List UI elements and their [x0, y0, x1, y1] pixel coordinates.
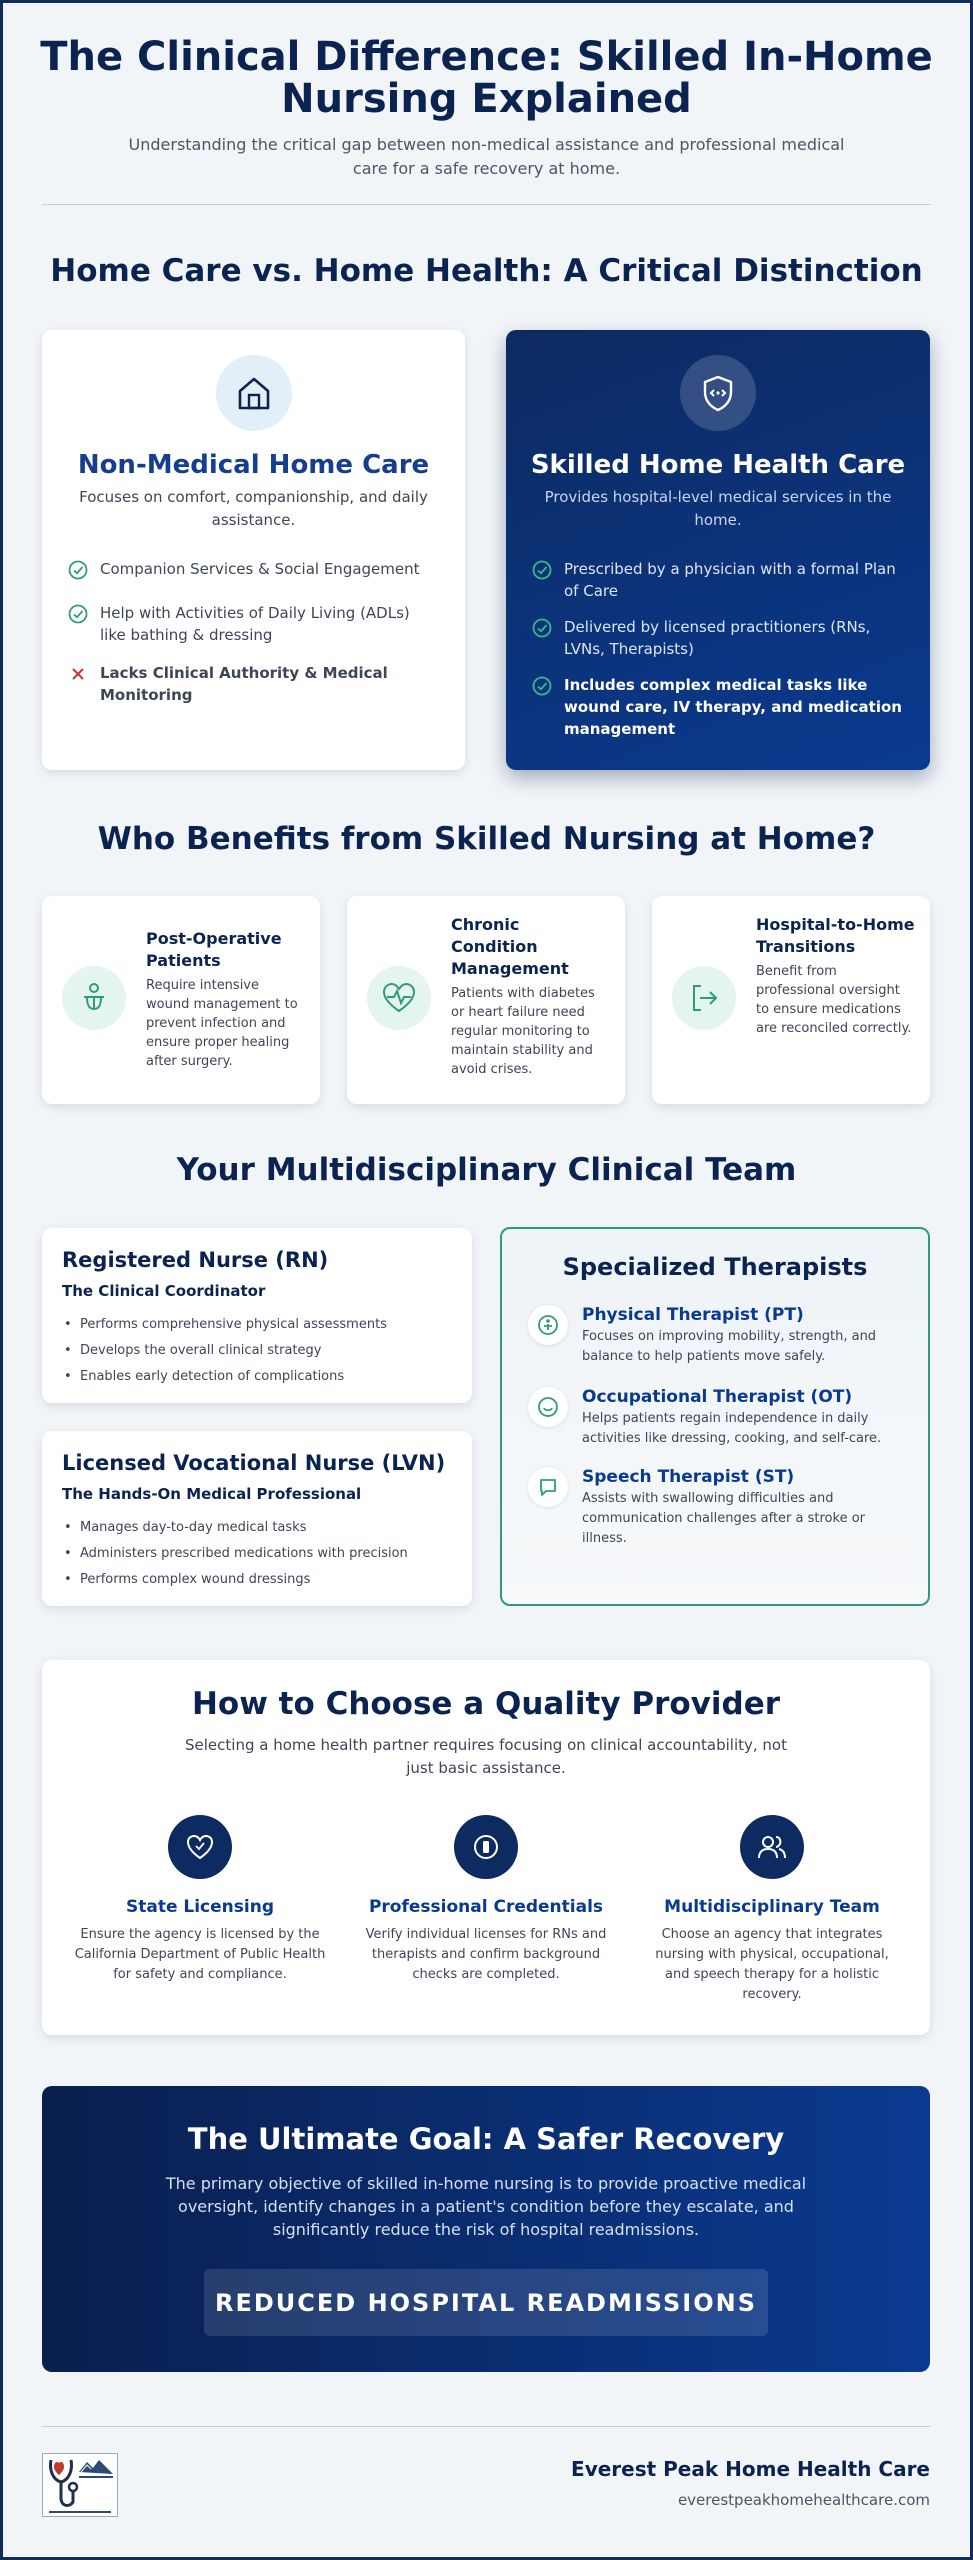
criteria-description: Choose an agency that integrates nursing with physical, occupational, and speech therapy for a holistic recovery.: [655, 1927, 889, 2002]
non-medical-list: [68, 558, 440, 706]
exit-arrow-icon: [672, 966, 736, 1030]
benefit-title: Chronic Condition Management: [451, 915, 569, 978]
non-medical-description: Focuses on comfort, companionship, and daily assistance.: [79, 488, 428, 529]
criteria-description: Ensure the agency is licensed by the California Department of Public Health for safety and compliance.: [74, 1927, 326, 1982]
company-website[interactable]: everestpeakhomehealthcare.com: [677, 2491, 930, 2509]
reduced-readmissions-button[interactable]: REDUCED HOSPITAL READMISSIONS: [204, 2269, 768, 2336]
page-subtitle: Understanding the critical gap between non-medical assistance and professional medical care for a safe recovery at home.: [128, 135, 845, 178]
therapist-description: Assists with swallowing difficulties and communication challenges after a stroke or illness.: [582, 1491, 865, 1546]
mobility-icon: [528, 1305, 568, 1345]
benefit-title: Post-Operative Patients: [146, 929, 282, 970]
therapist-item: [528, 1305, 908, 1367]
skilled-list: [532, 558, 906, 740]
criteria-item: [356, 1815, 616, 1985]
criteria-description: Verify individual licenses for RNs and therapists and confirm background checks are completed.: [365, 1927, 607, 1982]
skilled-item: Prescribed by a physician with a formal Plan of Care: [532, 558, 906, 602]
therapist-description: Focuses on improving mobility, strength, and balance to help patients move safely.: [582, 1329, 877, 1364]
therapist-name: Speech Therapist (ST): [582, 1467, 795, 1487]
speech-bubble-icon: [528, 1467, 568, 1507]
benefits-title: Who Benefits from Skilled Nursing at Home?: [97, 821, 876, 857]
lvn-card: [42, 1431, 472, 1606]
benefit-description: Require intensive wound management to prevent infection and ensure proper healing after surgery.: [146, 978, 298, 1069]
header-divider: [42, 204, 931, 205]
check-icon: [532, 618, 554, 644]
goal-banner: [42, 2086, 930, 2372]
rn-subtitle: The Clinical Coordinator: [62, 1282, 266, 1300]
heart-badge-icon: [168, 1815, 232, 1879]
therapist-name: Physical Therapist (PT): [582, 1305, 804, 1325]
heart-pulse-icon: [367, 966, 431, 1030]
therapist-item: [528, 1467, 908, 1549]
non-medical-card: [42, 330, 465, 770]
non-medical-item: Companion Services & Social Engagement: [68, 558, 440, 586]
skilled-item: Delivered by licensed practitioners (RNs, LVNs, Therapists): [532, 616, 906, 660]
goal-text: The primary objective of skilled in-home nursing is to provide proactive medical oversight, identify changes in a patient's condition before they escalate, and significantly reduce the risk of hospital readmissions.: [165, 2174, 807, 2239]
team-title: Your Multidisciplinary Clinical Team: [176, 1152, 797, 1188]
benefit-card: [652, 896, 930, 1104]
criteria-title: Professional Credentials: [368, 1897, 604, 1917]
benefit-title: Hospital-to-Home Transitions: [756, 915, 915, 956]
therapist-name: Occupational Therapist (OT): [582, 1387, 853, 1407]
check-icon: [68, 604, 90, 630]
lvn-title: Licensed Vocational Nurse (LVN): [62, 1451, 446, 1475]
page-title: The Clinical Difference: Skilled In-Home Nursing Explained: [40, 34, 933, 122]
criteria-title: Multidisciplinary Team: [664, 1897, 880, 1917]
company-logo: [42, 2453, 118, 2517]
skilled-title: Skilled Home Health Care: [530, 450, 906, 480]
benefit-card: [347, 896, 625, 1104]
non-medical-item: Lacks Clinical Authority & Medical Monitoring: [68, 662, 440, 706]
therapists-panel: [500, 1227, 930, 1606]
shield-medical-icon: [680, 355, 756, 431]
credential-badge-icon: [454, 1815, 518, 1879]
home-icon: [216, 355, 292, 431]
criteria-title: State Licensing: [125, 1897, 274, 1917]
goal-title: The Ultimate Goal: A Safer Recovery: [187, 2122, 785, 2156]
lvn-subtitle: The Hands-On Medical Professional: [62, 1485, 362, 1503]
check-icon: [532, 560, 554, 586]
cross-icon: [68, 664, 90, 690]
rn-card: [42, 1228, 472, 1403]
provider-title: How to Choose a Quality Provider: [191, 1686, 781, 1722]
therapists-title: Specialized Therapists: [562, 1253, 868, 1281]
team-people-icon: [740, 1815, 804, 1879]
therapist-item: [528, 1387, 908, 1449]
benefit-description: Benefit from professional oversight to ensure medications are reconciled correctly.: [756, 964, 912, 1036]
list-item: • Administers prescribed medications with precision: [62, 1541, 452, 1567]
criteria-item: [70, 1815, 330, 1985]
skilled-description: Provides hospital-level medical services in the home.: [544, 488, 892, 529]
non-medical-item: Help with Activities of Daily Living (ADLs) like bathing & dressing: [68, 602, 440, 646]
person-bandage-icon: [62, 966, 126, 1030]
provider-subtitle: Selecting a home health partner requires focusing on clinical accountability, not just basic assistance.: [185, 1736, 787, 1777]
benefit-card: [42, 896, 320, 1104]
benefit-description: Patients with diabetes or heart failure need regular monitoring to maintain stability and avoid crises.: [451, 986, 595, 1077]
company-name: Everest Peak Home Health Care: [571, 2457, 930, 2481]
footer-divider: [42, 2426, 931, 2427]
therapist-description: Helps patients regain independence in daily activities like dressing, cooking, and self-care.: [582, 1411, 882, 1446]
skilled-card: [506, 330, 930, 770]
provider-card: [42, 1660, 930, 2035]
criteria-item: [642, 1815, 902, 2005]
list-item: • Enables early detection of complications: [62, 1364, 452, 1390]
non-medical-title: Non-Medical Home Care: [77, 450, 430, 480]
rn-title: Registered Nurse (RN): [62, 1248, 329, 1272]
check-icon: [532, 676, 554, 702]
list-item: • Performs comprehensive physical assessments: [62, 1312, 452, 1338]
check-icon: [68, 560, 90, 586]
list-item: • Performs complex wound dressings: [62, 1567, 452, 1593]
lvn-list: [62, 1515, 452, 1593]
smile-icon: [528, 1387, 568, 1427]
list-item: • Manages day-to-day medical tasks: [62, 1515, 452, 1541]
rn-list: [62, 1312, 452, 1390]
comparison-title: Home Care vs. Home Health: A Critical Distinction: [50, 253, 923, 289]
list-item: • Develops the overall clinical strategy: [62, 1338, 452, 1364]
skilled-item: Includes complex medical tasks like wound care, IV therapy, and medication management: [532, 674, 906, 740]
stethoscope-mountain-logo: [43, 2454, 117, 2516]
